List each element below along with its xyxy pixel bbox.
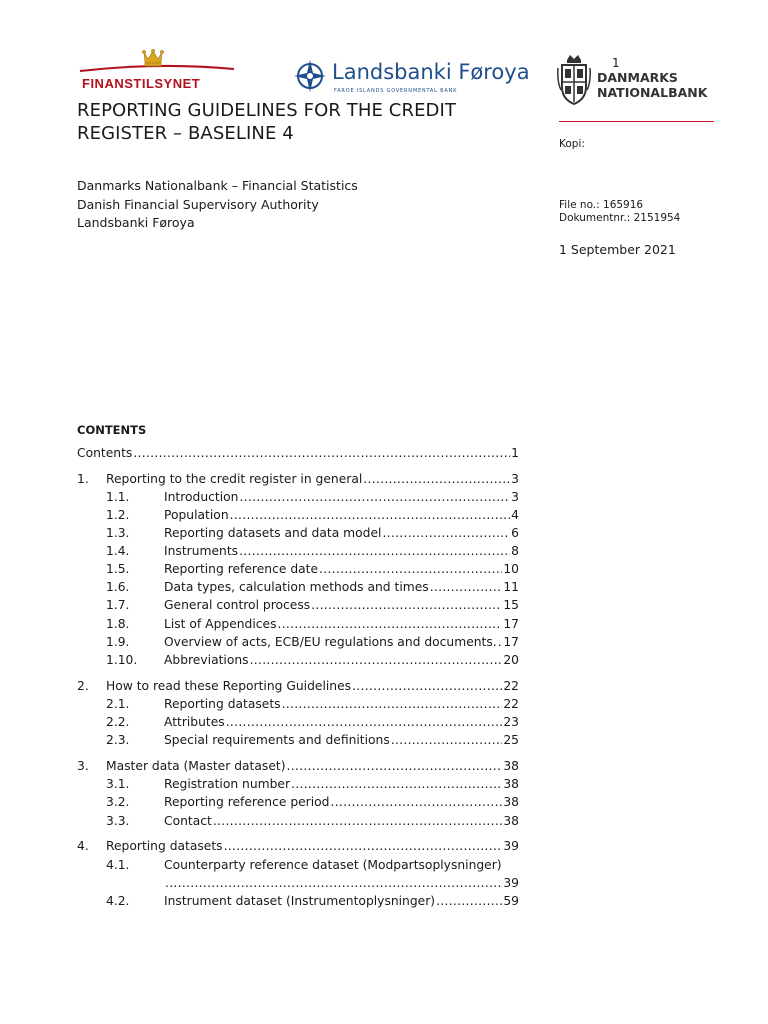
toc-entry-page: 3	[511, 472, 519, 486]
toc-leader-dots	[311, 598, 502, 612]
dn-line1: DANMARKS	[597, 70, 678, 85]
toc-entry-page: 22	[503, 679, 519, 693]
toc-entry-title: List of Appendices	[164, 617, 277, 631]
compass-icon	[292, 58, 328, 94]
toc-entry[interactable]	[77, 617, 519, 635]
coat-of-arms-icon	[557, 52, 591, 108]
toc-entry[interactable]	[77, 562, 519, 580]
toc-leader-dots	[352, 679, 502, 693]
toc-entry-page: 59	[503, 894, 519, 908]
toc-entry[interactable]	[77, 446, 519, 464]
toc-entry-title: Special requirements and definitions	[164, 733, 390, 747]
toc-entry[interactable]	[77, 777, 519, 795]
toc-leader-dots	[291, 777, 502, 791]
toc-leader-dots	[282, 697, 503, 711]
author-1: Danmarks Nationalbank – Financial Statistics	[77, 178, 358, 193]
toc-entry-title: Reporting reference date	[164, 562, 319, 576]
toc-entry-number: 1.1.	[106, 490, 130, 504]
toc-entry-number: 3.2.	[106, 795, 130, 809]
toc-entry-number: 2.2.	[106, 715, 130, 729]
crown-icon	[78, 48, 238, 78]
toc-entry[interactable]	[77, 653, 519, 671]
toc-entry-title: Population	[164, 508, 229, 522]
toc-entry-number: 1.4.	[106, 544, 130, 558]
toc-entry[interactable]	[77, 839, 519, 857]
landsbanki-wordmark: Landsbanki Føroya	[332, 60, 530, 84]
toc-entry-title: Counterparty reference dataset (Modpartsoplysninger)	[164, 858, 502, 872]
dn-line2: NATIONALBANK	[597, 85, 708, 100]
toc-entry-title: Reporting datasets and data model	[164, 526, 382, 540]
toc-leader-dots	[363, 472, 510, 486]
toc-entry-title: Reporting datasets	[106, 839, 223, 853]
toc-entry-title: Instrument dataset (Instrumentoplysninger)	[164, 894, 436, 908]
toc-entry-number: 2.	[77, 679, 89, 693]
toc-leader-dots	[436, 894, 502, 908]
finanstilsynet-wordmark: FINANSTILSYNET	[82, 76, 201, 91]
toc-entry-page: 39	[503, 839, 519, 853]
toc-entry-page: 10	[503, 562, 519, 576]
toc-entry-number: 3.1.	[106, 777, 130, 791]
toc-entry[interactable]	[77, 876, 519, 894]
toc-leader-dots	[239, 544, 510, 558]
toc-entry-page: 17	[503, 635, 519, 649]
toc-entry-title: Abbreviations	[164, 653, 249, 667]
toc-entry-title: Contents	[77, 446, 133, 460]
toc-entry-page: 20	[503, 653, 519, 667]
toc-entry[interactable]	[77, 544, 519, 562]
landsbanki-logo	[292, 58, 530, 98]
toc-entry-number: 1.6.	[106, 580, 130, 594]
toc-entry-number: 1.7.	[106, 598, 130, 612]
toc-entry-number: 1.	[77, 472, 89, 486]
danmarks-nationalbank-logo	[557, 52, 717, 112]
toc-entry[interactable]	[77, 635, 519, 653]
toc-entry[interactable]	[77, 490, 519, 508]
toc-entry[interactable]	[77, 697, 519, 715]
title-line-2: REGISTER – BASELINE 4	[77, 123, 294, 144]
file-number: File no.: 165916	[559, 199, 644, 211]
toc-entry-title: Reporting datasets	[164, 697, 281, 711]
toc-entry[interactable]	[77, 580, 519, 598]
toc-entry-number: 1.3.	[106, 526, 130, 540]
toc-entry-number: 4.2.	[106, 894, 130, 908]
toc-entry[interactable]	[77, 526, 519, 544]
toc-leader-dots	[226, 715, 503, 729]
toc-entry-page: 6	[511, 526, 519, 540]
danmarks-nationalbank-wordmark	[597, 70, 707, 100]
toc-entry-number: 3.	[77, 759, 89, 773]
toc-entry[interactable]	[77, 715, 519, 733]
toc-entry-page: 25	[503, 733, 519, 747]
toc-entry-title: General control process	[164, 598, 311, 612]
document-date: 1 September 2021	[559, 242, 676, 257]
document-number: Dokumentnr.: 2151954	[559, 212, 681, 224]
toc-leader-dots	[165, 876, 502, 890]
toc-entry[interactable]	[77, 894, 519, 912]
toc-leader-dots	[133, 446, 510, 460]
toc-entry-number: 4.	[77, 839, 89, 853]
toc-entry-number: 2.1.	[106, 697, 130, 711]
toc-leader-dots	[319, 562, 502, 576]
toc-leader-dots	[213, 814, 503, 828]
toc-leader-dots	[331, 795, 503, 809]
toc-entry-title: Reporting reference period	[164, 795, 330, 809]
toc-leader-dots	[230, 508, 511, 522]
toc-entry-page: 22	[503, 697, 519, 711]
toc-entry-number: 1.5.	[106, 562, 130, 576]
toc-leader-dots	[239, 490, 510, 504]
toc-entry-number: 2.3.	[106, 733, 130, 747]
toc-entry-title: Attributes	[164, 715, 225, 729]
toc-leader-dots	[430, 580, 503, 594]
toc-leader-dots	[250, 653, 503, 667]
author-2: Danish Financial Supervisory Authority	[77, 196, 319, 212]
toc-entry-number: 1.8.	[106, 617, 130, 631]
toc-entry-page: 38	[503, 795, 519, 809]
toc-entry[interactable]	[77, 795, 519, 813]
toc-entry-title: Master data (Master dataset)	[106, 759, 286, 773]
toc-entry-title: How to read these Reporting Guidelines	[106, 679, 352, 693]
page-number: 1	[612, 56, 620, 70]
toc-entry-page: 38	[503, 814, 519, 828]
toc-entry-number: 3.3.	[106, 814, 130, 828]
landsbanki-subtitle: FAROE ISLANDS GOVERNMENTAL BANK	[334, 88, 458, 94]
finanstilsynet-logo	[78, 48, 238, 98]
contents-heading: CONTENTS	[77, 423, 147, 437]
toc-entry-title: Overview of acts, ECB/EU regulations and documents.	[164, 635, 497, 649]
toc-entry-page: 38	[503, 777, 519, 791]
toc-entry[interactable]	[77, 508, 519, 526]
toc-entry-title: Reporting to the credit register in general	[106, 472, 363, 486]
toc-entry-number: 1.10.	[106, 653, 138, 667]
toc-leader-dots	[391, 733, 503, 747]
toc-entry-page: 3	[511, 490, 519, 504]
toc-leader-dots	[382, 526, 510, 540]
toc-entry[interactable]	[77, 679, 519, 697]
toc-entry-number: 1.9.	[106, 635, 130, 649]
toc-entry-title: Instruments	[164, 544, 239, 558]
toc-leader-dots	[287, 759, 503, 773]
toc-entry-page: 17	[503, 617, 519, 631]
toc-entry[interactable]	[77, 814, 519, 832]
toc-entry-page: 15	[503, 598, 519, 612]
toc-leader-dots	[278, 617, 503, 631]
toc-entry-page: 1	[511, 446, 519, 460]
toc-entry-page: 11	[503, 580, 519, 594]
toc-entry[interactable]	[77, 472, 519, 490]
toc-entry[interactable]	[77, 598, 519, 616]
toc-leader-dots	[224, 839, 503, 853]
toc-entry-number: 4.1.	[106, 858, 130, 872]
toc-entry[interactable]	[77, 858, 519, 876]
toc-leader-dots	[498, 635, 503, 649]
toc-entry-page: 8	[511, 544, 519, 558]
toc-entry-title: Contact	[164, 814, 212, 828]
document-title	[77, 99, 547, 145]
toc-entry[interactable]	[77, 733, 519, 751]
author-list	[77, 177, 358, 233]
toc-entry-page: 4	[511, 508, 519, 522]
toc-entry-page: 39	[503, 876, 519, 890]
toc-entry[interactable]	[77, 759, 519, 777]
kopi-label: Kopi:	[559, 138, 585, 150]
toc-entry-title: Data types, calculation methods and times	[164, 580, 429, 594]
toc-entry-title: Registration number	[164, 777, 291, 791]
toc-entry-page: 38	[503, 759, 519, 773]
title-line-1: REPORTING GUIDELINES FOR THE CREDIT	[77, 100, 457, 121]
toc-entry-number: 1.2.	[106, 508, 130, 522]
toc-entry-page: 23	[503, 715, 519, 729]
toc-entry-title: Introduction	[164, 490, 239, 504]
author-3: Landsbanki Føroya	[77, 215, 195, 230]
header-divider	[559, 121, 714, 122]
